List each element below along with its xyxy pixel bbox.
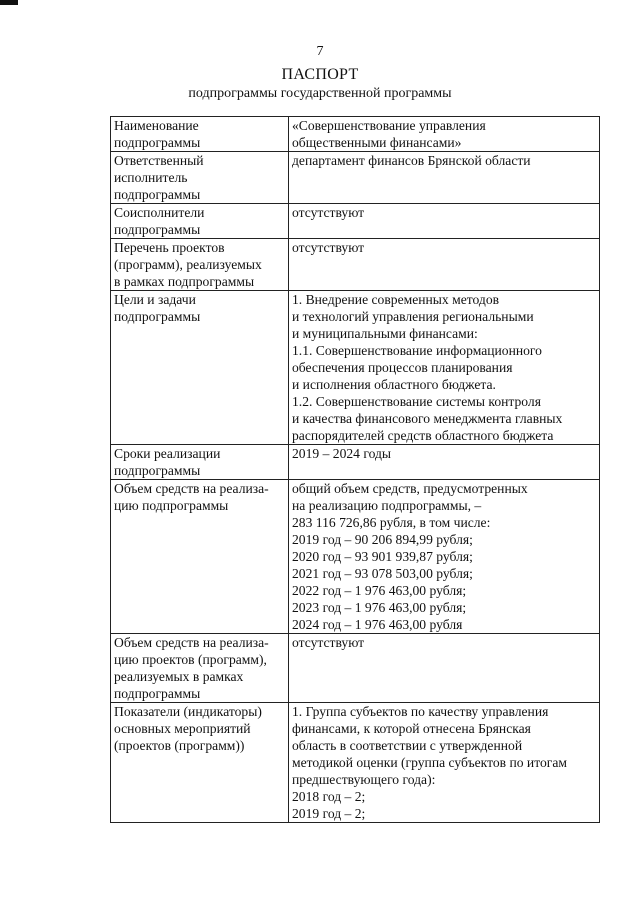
label-line: Показатели (индикаторы)	[114, 704, 262, 719]
label-line: Объем средств на реализа-	[114, 481, 269, 496]
value-line: отсутствуют	[292, 205, 365, 220]
passport-value-cell	[289, 634, 600, 703]
label-line: подпрограммы	[114, 187, 201, 202]
passport-row	[111, 117, 600, 152]
value-line: 1. Группа субъектов по качеству управления	[292, 704, 549, 719]
passport-value-cell	[289, 480, 600, 634]
value-line: на реализацию подпрограммы, –	[292, 498, 482, 513]
passport-label-cell	[111, 291, 289, 445]
passport-row	[111, 634, 600, 703]
passport-row	[111, 445, 600, 480]
value-line: методикой оценки (группа субъектов по итогам	[292, 755, 567, 770]
value-line: 2024 год – 1 976 463,00 рубля	[292, 617, 463, 632]
label-line: подпрограммы	[114, 463, 201, 478]
passport-label-cell	[111, 703, 289, 823]
label-line: (проектов (программ))	[114, 738, 245, 753]
label-line: Ответственный	[114, 153, 204, 168]
value-line: и муниципальными финансами:	[292, 326, 478, 341]
value-line: «Совершенствование управления	[292, 118, 486, 133]
passport-label-cell	[111, 117, 289, 152]
value-line: 2019 – 2024 годы	[292, 446, 392, 461]
passport-label-cell	[111, 152, 289, 204]
passport-value-cell	[289, 152, 600, 204]
value-line: 1.1. Совершенствование информационного	[292, 343, 542, 358]
passport-value-cell	[289, 117, 600, 152]
value-line: отсутствуют	[292, 635, 365, 650]
value-line: 2019 год – 90 206 894,99 рубля;	[292, 532, 473, 547]
passport-table-body	[111, 117, 600, 823]
passport-row	[111, 291, 600, 445]
value-line: отсутствуют	[292, 240, 365, 255]
value-line: и качества финансового менеджмента главных	[292, 411, 563, 426]
value-line: 2018 год – 2;	[292, 789, 366, 804]
value-line: общий объем средств, предусмотренных	[292, 481, 528, 496]
passport-row	[111, 204, 600, 239]
value-line: департамент финансов Брянской области	[292, 153, 531, 168]
page-number: 7	[316, 44, 324, 59]
label-line: Наименование	[114, 118, 199, 133]
passport-table	[110, 116, 600, 823]
label-line: Сроки реализации	[114, 446, 221, 461]
label-line: Цели и задачи	[114, 292, 196, 307]
value-line: 1. Внедрение современных методов	[292, 292, 500, 307]
label-line: Перечень проектов	[114, 240, 225, 255]
value-line: 2021 год – 93 078 503,00 рубля;	[292, 566, 473, 581]
label-line: Соисполнители	[114, 205, 205, 220]
document-title: ПАСПОРТ	[281, 66, 359, 83]
label-line: в рамках подпрограммы	[114, 274, 255, 289]
label-line: (программ), реализуемых	[114, 257, 262, 272]
value-line: 283 116 726,86 рубля, в том числе:	[292, 515, 491, 530]
label-line: подпрограммы	[114, 135, 201, 150]
label-line: подпрограммы	[114, 222, 201, 237]
label-line: цию подпрограммы	[114, 498, 229, 513]
passport-value-cell	[289, 703, 600, 823]
value-line: 2019 год – 2;	[292, 806, 366, 821]
scan-corner-mark	[0, 0, 18, 5]
label-line: Объем средств на реализа-	[114, 635, 269, 650]
passport-label-cell	[111, 204, 289, 239]
value-line: 1.2. Совершенствование системы контроля	[292, 394, 541, 409]
value-line: область в соответствии с утвержденной	[292, 738, 523, 753]
passport-row	[111, 239, 600, 291]
label-line: цию проектов (программ),	[114, 652, 267, 667]
passport-value-cell	[289, 291, 600, 445]
passport-label-cell	[111, 480, 289, 634]
label-line: подпрограммы	[114, 686, 201, 701]
passport-row	[111, 480, 600, 634]
value-line: общественными финансами»	[292, 135, 462, 150]
label-line: подпрограммы	[114, 309, 201, 324]
label-line: реализуемых в рамках	[114, 669, 244, 684]
value-line: 2023 год – 1 976 463,00 рубля;	[292, 600, 467, 615]
value-line: 2022 год – 1 976 463,00 рубля;	[292, 583, 467, 598]
value-line: распорядителей средств областного бюджета	[292, 428, 554, 443]
passport-label-cell	[111, 445, 289, 480]
passport-value-cell	[289, 445, 600, 480]
label-line: исполнитель	[114, 170, 188, 185]
passport-label-cell	[111, 239, 289, 291]
value-line: и технологий управления региональными	[292, 309, 534, 324]
passport-value-cell	[289, 204, 600, 239]
value-line: 2020 год – 93 901 939,87 рубля;	[292, 549, 473, 564]
value-line: и исполнения областного бюджета.	[292, 377, 496, 392]
document-subtitle: подпрограммы государственной программы	[188, 86, 452, 101]
passport-row	[111, 152, 600, 204]
value-line: финансами, к которой отнесена Брянская	[292, 721, 531, 736]
passport-value-cell	[289, 239, 600, 291]
value-line: обеспечения процессов планирования	[292, 360, 513, 375]
passport-label-cell	[111, 634, 289, 703]
label-line: основных мероприятий	[114, 721, 251, 736]
passport-row	[111, 703, 600, 823]
value-line: предшествующего года):	[292, 772, 436, 787]
